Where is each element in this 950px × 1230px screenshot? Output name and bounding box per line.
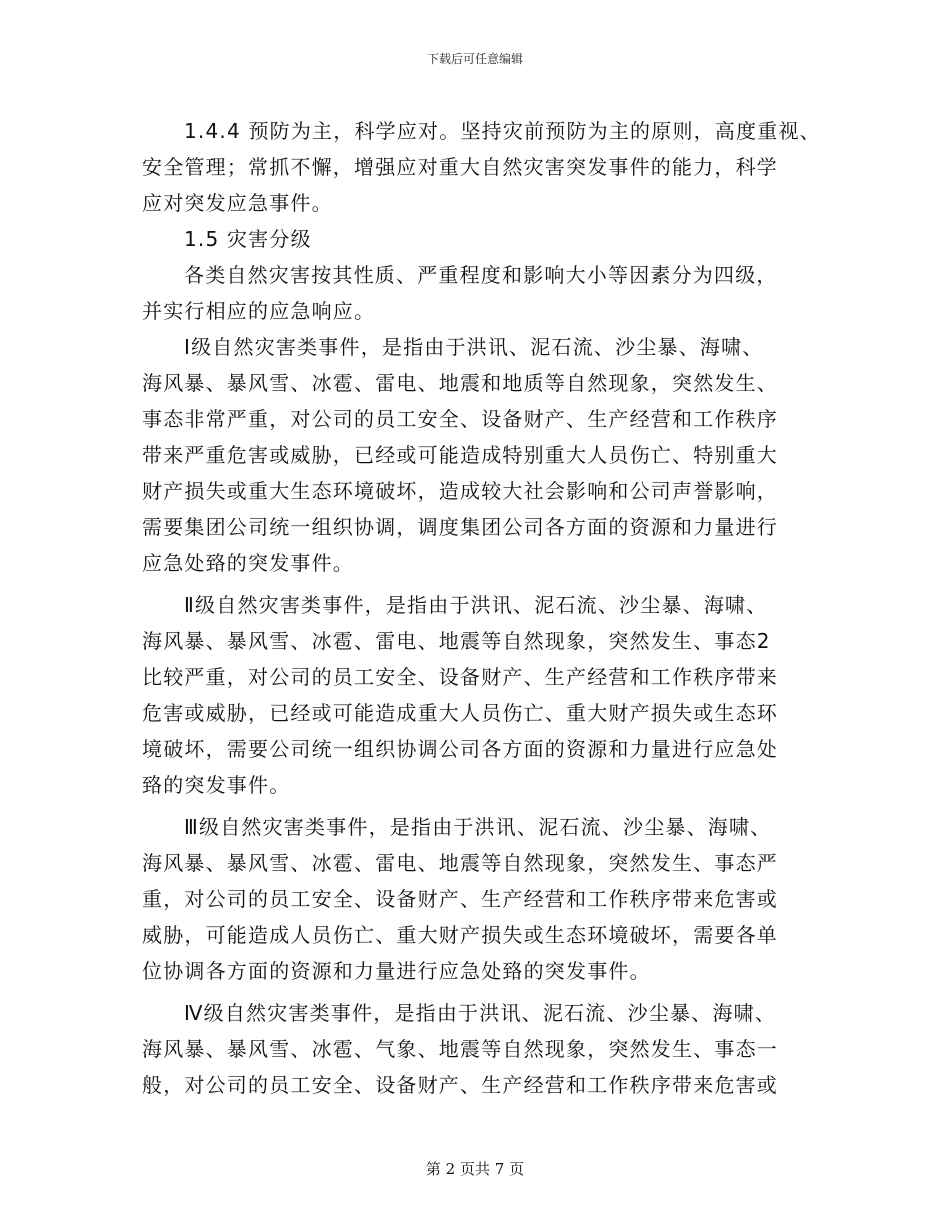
text-line: 位协调各方面的资源和力量进行应急处臵的突发事件。 (142, 959, 651, 983)
document-body (142, 113, 822, 1103)
text-line: 海风暴、暴风雪、冰雹、雷电、地震等自然现象，突然发生、事态2 (142, 629, 771, 653)
text-line: Ⅳ级自然灾害类事件，是指由于洪讯、泥石流、沙尘暴、海啸、 (184, 1001, 777, 1025)
text-line: 并实行相应的应急响应。 (142, 299, 376, 323)
text-line: 海风暴、暴风雪、冰雹、气象、地震等自然现象，突然发生、事态一 (142, 1037, 778, 1061)
text-line: 重，对公司的员工安全、设备财产、生产经营和工作秩序带来危害或 (142, 887, 778, 911)
text-line: 海风暴、暴风雪、冰雹、雷电、地震等自然现象，突然发生、事态严 (142, 851, 778, 875)
text-line: 带来严重危害或威胁，已经或可能造成特别重大人员伤亡、特别重大 (142, 443, 778, 467)
text-line: 危害或威胁，已经或可能造成重大人员伤亡、重大财产损失或生态环 (142, 701, 778, 725)
section-heading: 1.5 灾害分级 (184, 227, 312, 251)
text-line: 应急处臵的突发事件。 (142, 551, 354, 575)
text-line: 应对突发应急事件。 (142, 191, 333, 215)
text-line: 需要集团公司统一组织协调，调度集团公司各方面的资源和力量进行 (142, 515, 778, 539)
text-line: Ⅰ级自然灾害类事件，是指由于洪讯、泥石流、沙尘暴、海啸、 (184, 335, 764, 359)
text-line: 臵的突发事件。 (142, 773, 291, 797)
page-number-footer: 第 2 页共 7 页 (425, 1160, 525, 1178)
text-line: 1.4.4 预防为主，科学应对。坚持灾前预防为主的原则，高度重视、 (184, 119, 821, 143)
text-line: 安全管理；常抓不懈，增强应对重大自然灾害突发事件的能力，科学 (142, 155, 778, 179)
text-line: 境破坏，需要公司统一组织协调公司各方面的资源和力量进行应急处 (142, 737, 778, 761)
page-header: 下载后可任意编辑 (426, 52, 523, 66)
text-line: 比较严重，对公司的员工安全、设备财产、生产经营和工作秩序带来 (142, 665, 778, 689)
text-line: 威胁，可能造成人员伤亡、重大财产损失或生态环境破坏，需要各单 (142, 923, 778, 947)
text-line: 海风暴、暴风雪、冰雹、雷电、地震和地质等自然现象，突然发生、 (142, 371, 778, 395)
text-line: Ⅱ级自然灾害类事件，是指由于洪讯、泥石流、沙尘暴、海啸、 (184, 593, 768, 617)
text-line: 财产损失或重大生态环境破坏，造成较大社会影响和公司声誉影响， (142, 479, 778, 503)
text-line: 各类自然灾害按其性质、严重程度和影响大小等因素分为四级， (184, 263, 778, 287)
text-line: 事态非常严重，对公司的员工安全、设备财产、生产经营和工作秩序 (142, 407, 778, 431)
text-line: Ⅲ级自然灾害类事件，是指由于洪讯、泥石流、沙尘暴、海啸、 (184, 815, 772, 839)
text-line: 般，对公司的员工安全、设备财产、生产经营和工作秩序带来危害或 (142, 1073, 778, 1097)
